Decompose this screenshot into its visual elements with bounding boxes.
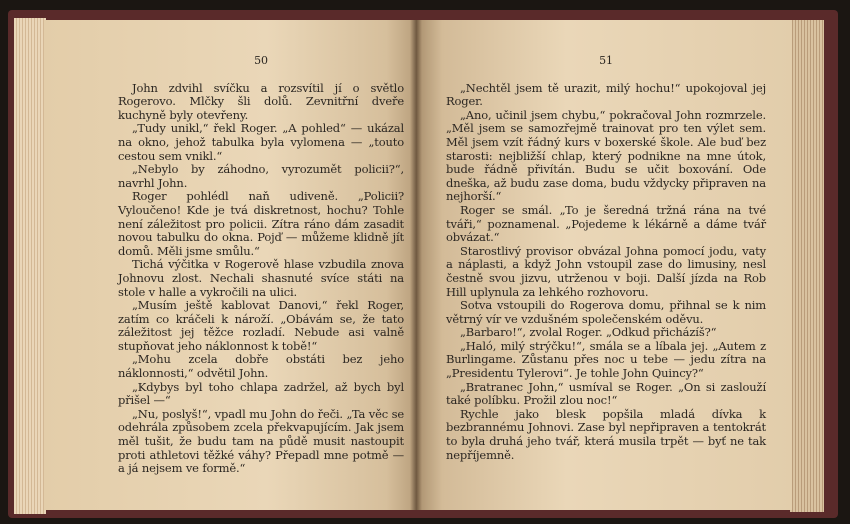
paragraph: John zdvihl svíčku a rozsvítil jí o světlo Rogerovo. Mlčky šli dolů. Zevnitřní dveře kuchyně byly otevřeny. (118, 80, 404, 122)
right-page-edges (790, 20, 824, 512)
paragraph: Roger se smál. „To je šeredná tržná rána na tvé tváři,“ poznamenal. „Pojedeme k lékárně a dáme tvář obvázat.“ (446, 202, 766, 245)
right-page (416, 20, 792, 510)
paragraph: Starostlivý provisor obvázal Johna pomocí jodu, vaty a náplasti, a když John vstoupil zase do limusiny, nesl čestně svou jizvu, utrženou v boji. Další jízda na Rob Hill uplynula za lehkého rozhovoru. (446, 243, 766, 299)
left-page (44, 20, 416, 510)
paragraph: Rychle jako blesk popšila mladá dívka k bezbrannému Johnovi. Zase byl nepřipraven a tentokrát to byla druhá jeho tvář, která musila trpět — byť ne tak nepříjemně. (446, 406, 766, 462)
paragraph: Roger pohlédl naň udiveně. „Policii? Vyloučeno! Kde je tvá diskretnost, hochu? Tohle není záležitost pro policii. Zítra ráno dám zasadit novou tabulku do okna. Pojď — můžeme klidně jít domů. Měli jsme smůlu.“ (118, 189, 404, 258)
book-gutter (410, 20, 422, 510)
left-page-edges (14, 18, 46, 514)
paragraph: Tichá výčitka v Rogerově hlase vzbudila znova Johnovu zlost. Nechali shasnuté svíce státi na stole v halle a vykročili na ulici. (118, 257, 404, 299)
paragraph: „Bratranec John,“ usmíval se Roger. „On si zaslouží také políbku. Prožil zlou noc!“ (446, 379, 766, 408)
page-number-left: 50 (254, 54, 268, 67)
paragraph: „Ano, učinil jsem chybu,“ pokračoval John rozmrzele. „Měl jsem se samozřejmě trainovat pro ten výlet sem. Měl jsem vzít řádný kurs v boxerské škole. Ale buď bez starosti: nejbližší chlap, který podnikne na mne útok, bude řádně přivítán. Budu se učit boxování. Ode dneška, až budu zase doma, budu vždycky připraven na nejhorší.“ (446, 107, 766, 204)
page-number-right: 51 (599, 54, 613, 67)
paragraph: Sotva vstoupili do Rogerova domu, přihnal se k nim větrný vír ve vzdušném společenském oděvu. (446, 298, 766, 326)
paragraph: „Haló, milý strýčku!“, smála se a líbala jej. „Autem z Burlingame. Zůstanu přes noc u tebe — jedu zítra na „Presidentu Tylerovi“. Je tohle John Quincy?“ (446, 338, 766, 381)
paragraph: „Nechtěl jsem tě urazit, milý hochu!“ upokojoval jej Roger. (446, 80, 766, 109)
paragraph: „Mohu zcela dobře obstáti bez jeho náklonnosti,“ odvětil John. (118, 352, 404, 381)
paragraph: „Musím ještě kablovat Danovi,“ řekl Roger, zatím co kráčeli k nároží. „Obávám se, že tato záležitost jej těžce rozladí. Nebude asi valně stupňovat jeho náklonnost k tobě!“ (118, 298, 404, 353)
paragraph: „Nebylo by záhodno, vyrozumět policii?“, navrhl John. (118, 162, 404, 190)
paragraph: „Nu, poslyš!“, vpadl mu John do řeči. „Ta věc se odehrála způsobem zcela překvapujícím. Jak jsem měl tušit, že budu tam na půdě musit nastoupit proti athletovi těžké váhy? Přepadl mne potmě — a já nejsem ve formě.“ (118, 406, 404, 476)
paragraph: „Kdybys byl toho chlapa zadržel, až bych byl přišel —“ (118, 379, 404, 408)
paragraph: „Barbaro!“, zvolal Roger. „Odkud přicházíš?“ (460, 325, 717, 340)
paragraph: „Tudy unikl,“ řekl Roger. „A pohled“ — ukázal na okno, jehož tabulka byla vylomena — „touto cestou sem vnikl.“ (118, 121, 404, 163)
